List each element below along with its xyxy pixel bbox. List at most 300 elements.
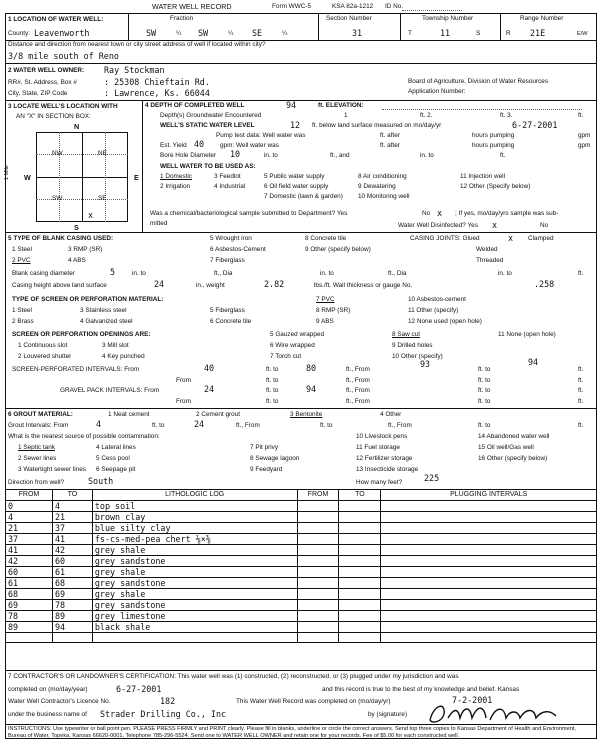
plug-to xyxy=(339,522,381,533)
plug-to xyxy=(339,500,381,511)
opening-11: 11 None (open hole) xyxy=(498,331,556,338)
plug-to xyxy=(339,555,381,566)
log-row xyxy=(6,621,597,632)
casing-type-2: 2 PVC xyxy=(12,257,31,264)
log-lithology: blue silty clay xyxy=(92,522,297,533)
plug-from xyxy=(297,577,339,588)
wall-thickness-label: lbs./ft. Wall thickness or gauge No. xyxy=(314,282,413,289)
perf-from-label-2: ft., From xyxy=(346,366,370,373)
perf-end-1: ft. xyxy=(578,366,584,373)
plug-interval xyxy=(381,555,597,566)
grout-from-label-3: ft., From xyxy=(388,422,412,429)
gw-1: 1 xyxy=(344,112,348,119)
log-lithology: grey sandstone xyxy=(92,555,297,566)
use-heading: WELL WATER TO BE USED AS: xyxy=(160,163,256,170)
weight-value: 2.82 xyxy=(264,279,285,289)
id-number-line xyxy=(402,10,462,11)
section2-heading: 2 WATER WELL OWNER: xyxy=(8,67,85,74)
section5-heading: 5 TYPE OF BLANK CASING USED: xyxy=(8,235,114,242)
log-row xyxy=(6,544,597,555)
grout-1: 1 Neat cement xyxy=(108,411,150,418)
log-to: 68 xyxy=(52,577,92,588)
opening-5: 5 Gauzed wrapped xyxy=(270,331,325,338)
gw-3: ft. 3. xyxy=(500,112,513,119)
contam-14: 14 Abandoned water well xyxy=(478,433,550,440)
log-to: 4 xyxy=(52,500,92,511)
log-to: 37 xyxy=(52,522,92,533)
licence-number: 182 xyxy=(160,696,176,706)
bore-value: 10 xyxy=(230,149,241,159)
log-header-row xyxy=(6,490,597,501)
perf-label: SCREEN-PERFORATED INTERVALS: From xyxy=(12,366,140,373)
static-level-value: 12 xyxy=(290,120,301,130)
disinfected-no: No xyxy=(540,222,549,229)
quarter-mark: ¼ xyxy=(176,30,182,37)
gravel-to-label: ft. to xyxy=(266,387,279,394)
use-10: 10 Monitoring well xyxy=(358,193,410,200)
log-from: 89 xyxy=(6,621,53,632)
joints-welded: Welded xyxy=(476,246,498,253)
nw-label: NW xyxy=(52,150,63,157)
plug-interval xyxy=(381,522,597,533)
plug-from xyxy=(297,522,339,533)
certification-line2: and this record is true to the best of my knowledge and belief. Kansas xyxy=(322,686,520,693)
log-row xyxy=(6,500,597,511)
chem-question: Was a chemical/bacteriological sample submitted to Department? Yes xyxy=(150,210,348,217)
height-label: Casing height above land surface xyxy=(12,282,107,289)
completed-label: completed on (mo/day/year) xyxy=(8,686,88,693)
perf-to-label-2: ft. to xyxy=(478,366,491,373)
grout-intervals-label: Grout Intervals: From xyxy=(8,422,69,429)
contam-1: 1 Septic tank xyxy=(18,444,55,451)
section3-subheading: AN "X" IN SECTION BOX: xyxy=(16,113,91,120)
plug-interval xyxy=(381,610,597,621)
county-value: Leavenworth xyxy=(34,28,90,38)
chem-mitted: mitted xyxy=(150,220,168,227)
grout-3: 3 Bentonite xyxy=(290,411,323,418)
openings-heading: SCREEN OR PERFORATION OPENINGS ARE: xyxy=(12,331,151,338)
distance-value: 3/8 mile south of Reno xyxy=(8,51,119,61)
log-row xyxy=(6,511,597,522)
log-header-from: FROM xyxy=(6,490,53,501)
ksa-ref: KSA 82a-1212 xyxy=(332,3,374,10)
log-row xyxy=(6,577,597,588)
south-label: S xyxy=(74,223,79,232)
perf-row2-from2: ft., From xyxy=(346,377,370,384)
log-to: 69 xyxy=(52,588,92,599)
plug-to xyxy=(339,566,381,577)
quarter-3: SE xyxy=(252,28,263,38)
casing-type-3: 3 RMP (SR) xyxy=(68,246,103,253)
log-lithology: fs-cs-med-pea chert ⅛×⅜ xyxy=(92,533,297,544)
contam-10: 10 Livestock pens xyxy=(356,433,408,440)
perf-from-2: 93 xyxy=(420,359,431,369)
grout-to-label-2: ft. to xyxy=(320,422,333,429)
section-number: 31 xyxy=(352,28,363,38)
gravel-to: 94 xyxy=(306,384,317,394)
owner-address: : 25308 Chieftain Rd. xyxy=(104,77,210,87)
screen-type-8: 8 RMP (SR) xyxy=(316,307,351,314)
screen-type-4: 4 Galvanized steel xyxy=(80,318,133,325)
contamination-question: What is the nearest source of possible contamination: xyxy=(8,433,160,440)
casing-type-7: 7 Fiberglass xyxy=(210,257,245,264)
casing-type-5: 5 Wrought iron xyxy=(210,235,252,242)
id-number-label: ID No. xyxy=(385,3,404,10)
township-number: 11 xyxy=(440,28,451,38)
use-9: 9 Dewatering xyxy=(358,183,396,190)
gravel-from: 24 xyxy=(204,384,215,394)
record-completed-label: This Water Well Record was completed on (mo/day/yr) xyxy=(236,698,391,705)
west-label: W xyxy=(24,173,31,182)
grout-end: ft. xyxy=(578,422,584,429)
chem-no: No xyxy=(422,210,431,217)
joints-threaded: Threaded xyxy=(476,257,504,264)
plug-to xyxy=(339,544,381,555)
contam-9: 9 Feedyard xyxy=(250,466,283,473)
use-1: 1 Domestic xyxy=(160,173,192,180)
plug-to xyxy=(339,632,381,643)
log-row xyxy=(6,610,597,621)
screen-heading: TYPE OF SCREEN OR PERFORATION MATERIAL: xyxy=(12,296,164,303)
disinfected-yes-mark: x xyxy=(492,220,498,230)
log-row xyxy=(6,588,597,599)
perf-from-1: 40 xyxy=(204,363,215,373)
plug-from xyxy=(297,610,339,621)
contam-2: 2 Sewer lines xyxy=(18,455,57,462)
yield-value: 40 xyxy=(194,139,205,149)
grout-from-1: 4 xyxy=(96,419,102,429)
plug-interval xyxy=(381,566,597,577)
plug-from xyxy=(297,555,339,566)
joints-label: CASING JOINTS: Glued xyxy=(410,235,480,242)
log-to: 78 xyxy=(52,599,92,610)
log-to: 42 xyxy=(52,544,92,555)
use-7: 7 Domestic (lawn & garden) xyxy=(264,193,343,200)
signature-label: by (signature) xyxy=(368,711,408,718)
board-label: Board of Agriculture, Division of Water Resources xyxy=(408,78,549,85)
log-lithology: grey sandstone xyxy=(92,599,297,610)
screen-type-1: 1 Steel xyxy=(12,307,32,314)
joints-clamped: Clamped xyxy=(528,235,554,242)
plug-from xyxy=(297,544,339,555)
how-many-feet-label: How many feet? xyxy=(356,479,403,486)
plug-from xyxy=(297,566,339,577)
elevation-label: ft. ELEVATION: xyxy=(318,102,364,109)
se-label: SE xyxy=(98,195,107,202)
contam-7: 7 Pit privy xyxy=(250,444,279,451)
yield-gpm: gpm: Well water was xyxy=(220,142,279,149)
opening-9: 9 Drilled holes xyxy=(392,342,433,349)
plug-interval xyxy=(381,500,597,511)
distance-label: Distance and direction from nearest town or city street address of well if located within city? xyxy=(8,41,266,48)
east-label: E xyxy=(134,173,139,182)
log-header-to: TO xyxy=(52,490,92,501)
contam-4: 4 Lateral lines xyxy=(96,444,136,451)
perf-row2-to: ft. to xyxy=(266,377,279,384)
log-lithology: grey shale xyxy=(92,566,297,577)
log-lithology: grey shale xyxy=(92,588,297,599)
gravel-row2-from2: ft., From xyxy=(346,398,370,405)
chem-no-mark: x xyxy=(437,208,443,218)
gravel-row2-to: ft. to xyxy=(266,398,279,405)
log-to: 21 xyxy=(52,511,92,522)
log-from: 37 xyxy=(6,533,53,544)
log-table xyxy=(5,489,597,643)
licence-label: Water Well Contractor's Licence No. xyxy=(8,698,111,705)
screen-type-5: 5 Fiberglass xyxy=(210,307,245,314)
screen-type-12: 12 None used (open hole) xyxy=(408,318,482,325)
gravel-label: GRAVEL PACK INTERVALS: From xyxy=(60,387,160,394)
completed-date: 6-27-2001 xyxy=(116,684,162,694)
opening-6: 6 Wire wrapped xyxy=(270,342,315,349)
screen-type-6: 6 Concrete tile xyxy=(210,318,252,325)
plug-from xyxy=(297,500,339,511)
perf-to-label-1: ft. to xyxy=(266,366,279,373)
gw-2: ft. 2. xyxy=(420,112,433,119)
plug-interval xyxy=(381,588,597,599)
bore-ft: ft., and xyxy=(330,152,350,159)
casing-type-6: 6 Asbestos-Cement xyxy=(210,246,266,253)
s-label: S xyxy=(476,30,481,37)
screen-type-9: 9 ABS xyxy=(316,318,334,325)
log-to: 61 xyxy=(52,566,92,577)
perf-row2-from: From xyxy=(176,377,191,384)
contam-15: 15 Oil well/Gas well xyxy=(478,444,534,451)
log-to: 41 xyxy=(52,533,92,544)
opening-4: 4 Key punched xyxy=(102,353,145,360)
blank-to: in. to xyxy=(132,270,146,277)
blank-ft3: ft. xyxy=(578,270,584,277)
depth-label: 4 DEPTH OF COMPLETED WELL xyxy=(145,102,245,109)
weight-label: in., weight xyxy=(196,282,225,289)
chem-tail: ; If yes, mo/day/yrs sample was sub- xyxy=(455,210,559,217)
quarter-mark: ¼ xyxy=(228,30,234,37)
gpm-1: gpm xyxy=(578,132,591,139)
bore-to: in. to xyxy=(264,152,278,159)
sw-label: SW xyxy=(52,195,63,202)
log-header-plug-from: FROM xyxy=(297,490,339,501)
use-8: 8 Air conditioning xyxy=(358,173,407,180)
use-5: 5 Public water supply xyxy=(264,173,325,180)
screen-type-2: 2 Brass xyxy=(12,318,34,325)
direction-label: Direction from well? xyxy=(8,479,65,486)
use-4: 4 Industrial xyxy=(214,183,246,190)
casing-type-9: 9 Other (specify below) xyxy=(305,246,371,253)
pump-test-label: Pump test data: Well water was xyxy=(216,132,306,139)
opening-10: 10 Other (specify) xyxy=(392,353,443,360)
static-level-suffix: ft. below land surface measured on mo/day/yr xyxy=(312,122,442,129)
quarter-1: SW xyxy=(146,28,157,38)
plug-from xyxy=(297,632,339,643)
log-lithology: black shale xyxy=(92,621,297,632)
plug-to xyxy=(339,511,381,522)
contam-6: 6 Seepage pit xyxy=(96,466,136,473)
plug-to xyxy=(339,588,381,599)
log-from: 41 xyxy=(6,544,53,555)
hours-pumping-2: hours pumping xyxy=(472,142,515,149)
grout-from-label-2: ft., From xyxy=(236,422,260,429)
grout-4: 4 Other xyxy=(380,411,402,418)
log-row xyxy=(6,533,597,544)
address-label: RR#, St. Address, Box # xyxy=(8,79,77,86)
county-label: County: xyxy=(8,30,31,37)
disinfected-label: Water Well Disinfected? Yes xyxy=(398,222,478,229)
log-from: 69 xyxy=(6,599,53,610)
blank-dia-label: Blank casing diameter xyxy=(12,270,75,277)
contam-16: 16 Other (specify below) xyxy=(478,455,548,462)
application-number-label: Application Number: xyxy=(408,88,466,95)
opening-7: 7 Torch cut xyxy=(270,353,302,360)
gravel-end: ft. xyxy=(578,387,584,394)
plug-from xyxy=(297,621,339,632)
gravel-from2: ft., From xyxy=(346,387,370,394)
static-level-label: WELL'S STATIC WATER LEVEL xyxy=(160,122,255,129)
gravel-row2-from: From xyxy=(176,398,191,405)
log-from: 78 xyxy=(6,610,53,621)
form-title: WATER WELL RECORD xyxy=(152,2,232,11)
log-to: 89 xyxy=(52,610,92,621)
ne-label: NE xyxy=(98,150,107,157)
use-11: 11 Injection well xyxy=(460,173,505,180)
business-name: Strader Drilling Co., Inc xyxy=(100,709,227,719)
plug-from xyxy=(297,533,339,544)
log-from xyxy=(6,632,53,643)
log-row xyxy=(6,566,597,577)
township-number-label: Township Number xyxy=(422,15,474,22)
perf-to-2: 94 xyxy=(528,357,539,367)
section6-heading: 6 GROUT MATERIAL: xyxy=(8,411,73,418)
mile-label: 1 Mile xyxy=(4,165,10,180)
casing-type-1: 1 Steel xyxy=(12,246,32,253)
plug-interval xyxy=(381,544,597,555)
gauge-value: .258 xyxy=(534,279,555,289)
section3-heading: 3 LOCATE WELL'S LOCATION WITH xyxy=(8,103,118,110)
height-value: 24 xyxy=(154,279,165,289)
bore-ft2: ft. xyxy=(500,152,506,159)
blank-ft2: ft., Dia xyxy=(388,270,407,277)
screen-type-11: 11 Other (specify) xyxy=(408,307,459,314)
screen-type-10: 10 Asbestos-cement xyxy=(408,296,466,303)
how-many-feet-value: 225 xyxy=(424,473,440,483)
log-to xyxy=(52,632,92,643)
perf-row2-end: ft. xyxy=(578,377,584,384)
plug-interval xyxy=(381,599,597,610)
pump-after-1: ft. after xyxy=(380,132,400,139)
opening-8: 8 Saw cut xyxy=(392,331,421,338)
range-number-label: Range Number xyxy=(520,15,564,22)
yield-label: Est. Yield xyxy=(160,142,187,149)
contam-13: 13 Insecticide storage xyxy=(356,466,419,473)
blank-ft: ft., Dia xyxy=(214,270,233,277)
ew-label: E/W xyxy=(577,31,588,37)
opening-1: 1 Continuous slot xyxy=(18,342,68,349)
plug-to xyxy=(339,599,381,610)
log-row xyxy=(6,632,597,643)
grout-2: 2 Cement grout xyxy=(196,411,241,418)
log-from: 60 xyxy=(6,566,53,577)
log-to: 94 xyxy=(52,621,92,632)
log-lithology: grey sandstone xyxy=(92,577,297,588)
range-number: 21E xyxy=(530,28,546,38)
gravel-row2-end: ft. xyxy=(578,398,584,405)
use-12: 12 Other (Specify below) xyxy=(460,183,531,190)
gpm-2: gpm xyxy=(578,142,591,149)
log-header-lithology: LITHOLOGIC LOG xyxy=(92,490,297,501)
direction-value: South xyxy=(88,476,114,486)
grout-to-label-3: ft. to xyxy=(478,422,491,429)
gw-end: ft. xyxy=(578,112,584,119)
log-row xyxy=(6,555,597,566)
gravel-to2: ft. to xyxy=(478,387,491,394)
owner-name: Ray Stockman xyxy=(104,65,165,75)
log-from: 0 xyxy=(6,500,53,511)
screen-type-7: 7 PVC xyxy=(316,296,335,303)
perf-row2-to2: ft. to xyxy=(478,377,491,384)
grout-to-1: 24 xyxy=(194,419,205,429)
log-from: 21 xyxy=(6,522,53,533)
pump-after-2: ft. after xyxy=(380,142,400,149)
t-label: T xyxy=(408,30,412,37)
record-completed-date: 7-2-2001 xyxy=(452,695,493,705)
blank-to2: in. to xyxy=(320,270,334,277)
owner-city: : Lawrence, Ks. 66044 xyxy=(104,88,210,98)
section-number-label: Section Number xyxy=(326,15,372,22)
section1-heading: 1 LOCATION OF WATER WELL: xyxy=(8,16,104,23)
depth-value: 94 xyxy=(286,100,297,110)
business-name-label: under the business name of xyxy=(8,711,87,718)
contam-12: 12 Fertilizer storage xyxy=(356,455,413,462)
casing-type-8: 8 Concrete tile xyxy=(305,235,347,242)
casing-type-4: 4 ABS xyxy=(68,257,86,264)
log-row xyxy=(6,522,597,533)
hours-pumping-1: hours pumping xyxy=(472,132,515,139)
log-lithology xyxy=(92,632,297,643)
log-header-plug-to: TO xyxy=(339,490,381,501)
log-header-plugging: PLUGGING INTERVALS xyxy=(381,490,597,501)
blank-to3: in. to xyxy=(498,270,512,277)
city-label: City, State, ZIP Code xyxy=(8,90,68,97)
plug-interval xyxy=(381,577,597,588)
plug-interval xyxy=(381,511,597,522)
quarter-mark: ¼ xyxy=(282,30,288,37)
instructions: INSTRUCTIONS: Use typewriter or ball point pen. PLEASE PRESS FIRMLY and PRINT clearly. Please fill in blanks, underline or circle the correct answers. Send top three copies to Kansas Department of Health and Environment, Bureau of Water, Topeka, Kansas 66620-0001. Telephone 785-296-5524. Send one to WATER WELL OWNER and retain one for your records. Fee of $5.00 for each constructed well. xyxy=(8,726,576,739)
use-2: 2 Irrigation xyxy=(160,183,191,190)
use-6: 6 Oil field water supply xyxy=(264,183,329,190)
plug-interval xyxy=(381,533,597,544)
plug-from xyxy=(297,588,339,599)
opening-3: 3 Mill slot xyxy=(102,342,129,349)
bore-in: in. to xyxy=(420,152,434,159)
plug-to xyxy=(339,610,381,621)
perf-to-1: 80 xyxy=(306,363,317,373)
plug-interval xyxy=(381,621,597,632)
log-from: 61 xyxy=(6,577,53,588)
form-id: Form WWC-5 xyxy=(272,3,312,10)
log-from: 4 xyxy=(6,511,53,522)
blank-dia-value: 5 xyxy=(110,267,116,277)
log-lithology: grey shale xyxy=(92,544,297,555)
bore-label: Bore Hole Diameter xyxy=(160,152,217,159)
fraction-label: Fraction xyxy=(170,15,194,22)
plug-interval xyxy=(381,632,597,643)
opening-2: 2 Louvered shutter xyxy=(18,353,72,360)
static-level-date: 6-27-2001 xyxy=(512,120,558,130)
log-lithology: brown clay xyxy=(92,511,297,522)
log-lithology: top soil xyxy=(92,500,297,511)
r-label: R xyxy=(506,30,511,37)
log-to: 60 xyxy=(52,555,92,566)
north-label: N xyxy=(74,122,80,131)
